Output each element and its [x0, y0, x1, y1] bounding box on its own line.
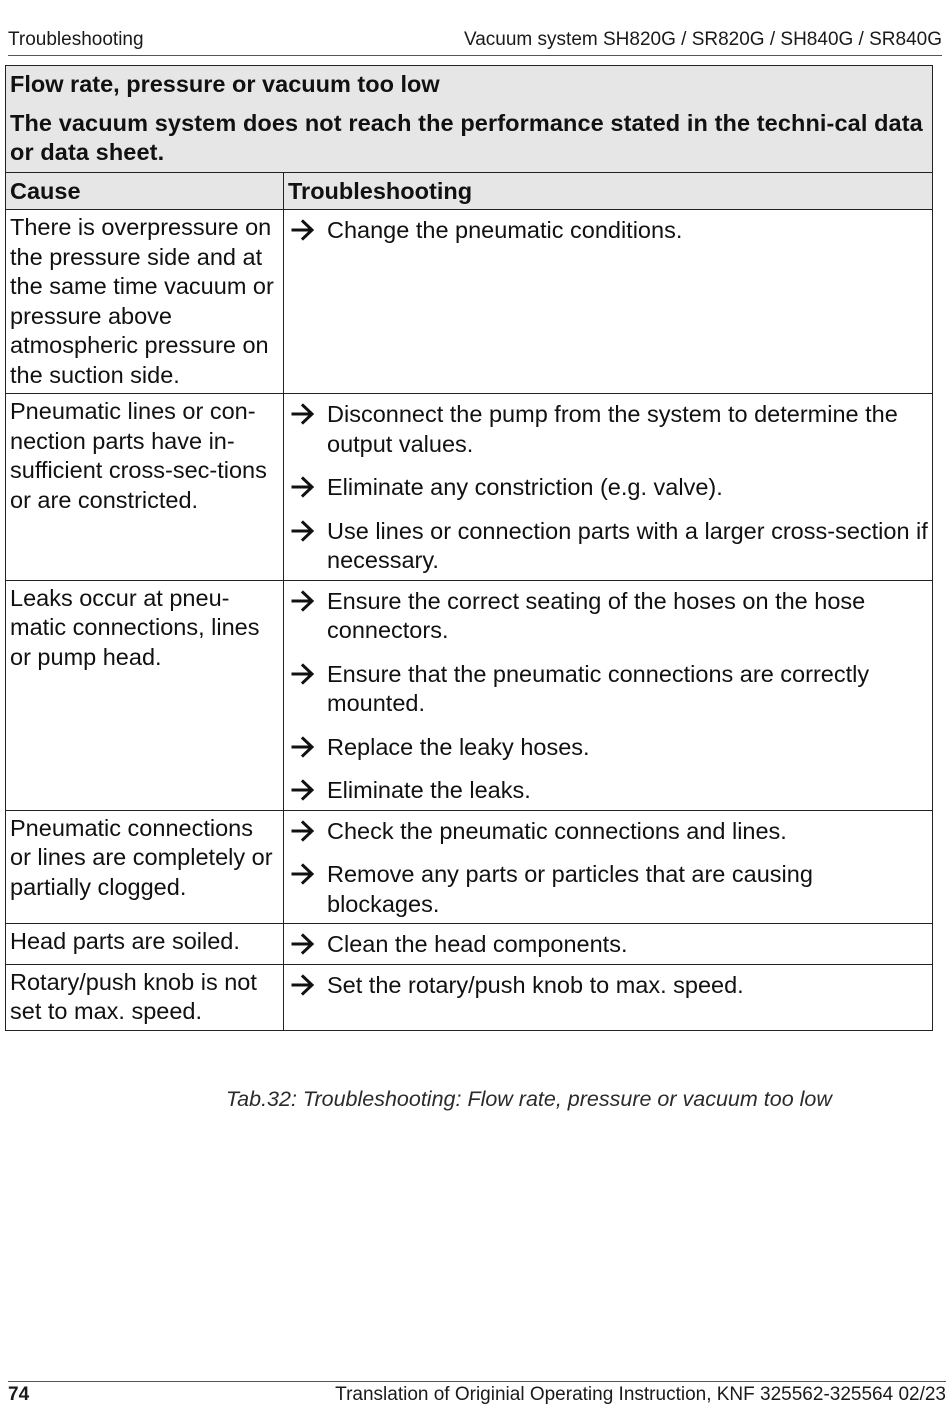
- troubleshooting-cell: [284, 210, 933, 394]
- troubleshooting-step: [291, 216, 928, 246]
- step-text: Change the pneumatic conditions.: [327, 217, 683, 243]
- step-text: Ensure the correct seating of the hoses on the hose connectors.: [327, 587, 866, 643]
- header-document-title: Vacuum system SH820G / SR820G / SH840G / SR840G: [463, 29, 942, 50]
- troubleshooting-step: [291, 776, 928, 806]
- troubleshooting-step: [291, 860, 928, 919]
- arrow-right-icon: [291, 517, 315, 547]
- troubleshooting-cell: [284, 580, 933, 810]
- step-text: Set the rotary/push knob to max. speed.: [327, 971, 744, 998]
- arrow-right-icon: [291, 930, 315, 960]
- step-text: Clean the head components.: [327, 931, 628, 957]
- arrow-right-icon: [291, 776, 315, 806]
- table-title-cell: [6, 66, 933, 173]
- table-caption: Tab.32: Troubleshooting: Flow rate, pressure or vacuum too low: [226, 1087, 832, 1111]
- troubleshooting-cell: [284, 394, 933, 581]
- table-title-row: [6, 66, 933, 173]
- troubleshooting-step: [291, 587, 928, 646]
- troubleshooting-step: [291, 660, 928, 719]
- step-text: Eliminate the leaks.: [327, 777, 531, 803]
- cause-cell: Pneumatic connections or lines are completely or partially clogged.: [6, 810, 284, 924]
- troubleshooting-cell: [284, 924, 933, 965]
- table-subtitle: The vacuum system does not reach the performance stated in the techni-cal data or data sheet.: [10, 110, 923, 165]
- troubleshooting-step: [291, 930, 928, 960]
- arrow-right-icon: [291, 817, 315, 847]
- page-footer: [8, 1381, 946, 1406]
- troubleshooting-step: [291, 400, 928, 459]
- arrow-right-icon: [291, 660, 315, 690]
- table-row: [6, 810, 933, 924]
- cause-cell: There is overpressure on the pressure side and at the same time vacuum or pressure above atmospheric pressure on the suction side.: [6, 210, 284, 394]
- arrow-right-icon: [291, 473, 315, 503]
- troubleshooting-step: [291, 517, 928, 576]
- cause-cell: Pneumatic lines or con-nection parts have in-sufficient cross-sec-tions or are constricted.: [6, 394, 284, 581]
- cause-cell: Rotary/push knob is not set to max. speed.: [6, 964, 284, 1030]
- page-number: 74: [8, 1384, 30, 1405]
- table-row: [6, 580, 933, 810]
- column-header-troubleshooting: Troubleshooting: [284, 173, 933, 210]
- cause-cell: Head parts are soiled.: [6, 924, 284, 965]
- step-text: Disconnect the pump from the system to determine the output values.: [327, 401, 898, 457]
- cause-cell: Leaks occur at pneu-matic connections, lines or pump head.: [6, 580, 284, 810]
- header-section-name: Troubleshooting: [8, 29, 144, 50]
- table-row: [6, 924, 933, 965]
- troubleshooting-cell: [284, 964, 933, 1030]
- table-title: Flow rate, pressure or vacuum too low: [10, 71, 440, 97]
- arrow-right-icon: [291, 860, 315, 890]
- page-header: [8, 27, 942, 56]
- step-text: Eliminate any constriction (e.g. valve).: [327, 474, 723, 500]
- table-row: [6, 964, 933, 1030]
- arrow-right-icon: [291, 733, 315, 763]
- step-text: Check the pneumatic connections and lines.: [327, 817, 787, 844]
- arrow-right-icon: [291, 400, 315, 430]
- step-text: Remove any parts or particles that are causing blockages.: [327, 861, 813, 917]
- troubleshooting-cell: [284, 810, 933, 924]
- troubleshooting-step: [291, 817, 928, 847]
- arrow-right-icon: [291, 971, 315, 1001]
- troubleshooting-step: [291, 473, 928, 503]
- column-header-row: [6, 173, 933, 210]
- step-text: Replace the leaky hoses.: [327, 733, 590, 760]
- troubleshooting-step: [291, 733, 928, 763]
- step-text: Ensure that the pneumatic connections are correctly mounted.: [327, 660, 870, 716]
- table-row: [6, 210, 933, 394]
- arrow-right-icon: [291, 216, 315, 246]
- arrow-right-icon: [291, 587, 315, 617]
- footer-note: Translation of Originial Operating Instruction, KNF 325562-325564 02/23: [335, 1384, 946, 1405]
- step-text: Use lines or connection parts with a larger cross-section if necessary.: [327, 517, 928, 573]
- troubleshooting-step: [291, 971, 928, 1001]
- column-header-cause: Cause: [6, 173, 284, 210]
- table-row: [6, 394, 933, 581]
- troubleshooting-table: [5, 65, 933, 1031]
